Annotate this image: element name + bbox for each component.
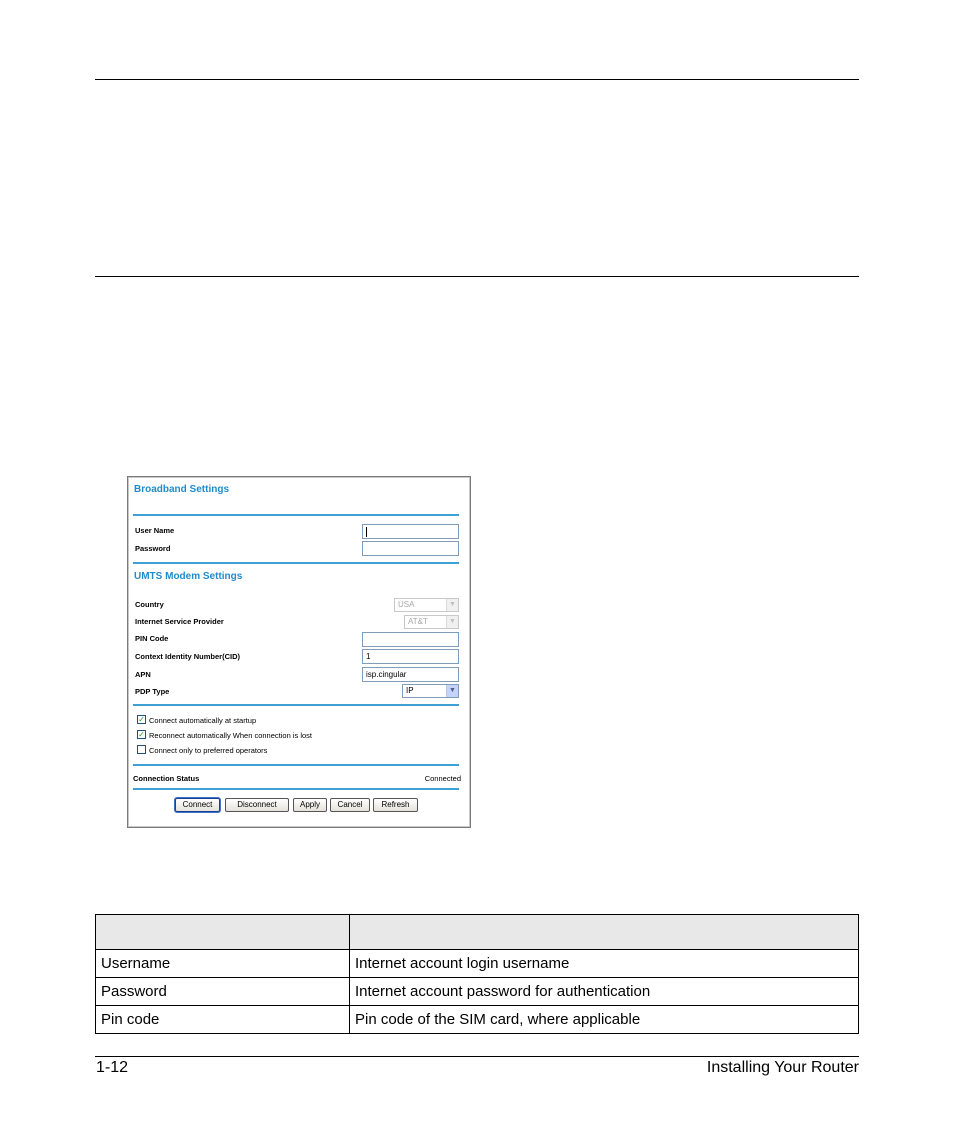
table-row <box>96 978 859 1006</box>
pdp-type-select[interactable] <box>402 684 459 698</box>
reconnect-automatically-label: Reconnect automatically When connection is lost <box>149 731 313 740</box>
separator <box>133 562 459 564</box>
disconnect-button[interactable]: Disconnect <box>225 798 289 812</box>
chevron-down-icon: ▼ <box>446 685 458 697</box>
apply-button[interactable]: Apply <box>293 798 327 812</box>
refresh-button[interactable]: Refresh <box>373 798 418 812</box>
page-number: 1-12 <box>96 1059 129 1076</box>
chapter-title: Installing Your Router <box>706 1059 859 1076</box>
top-rule <box>95 79 859 80</box>
section-rule <box>95 276 859 277</box>
table-row <box>96 1006 859 1034</box>
isp-value: AT&T <box>408 617 428 626</box>
cid-label: Context Identity Number(CID) <box>135 652 240 661</box>
separator <box>133 788 459 790</box>
table-header-cell <box>96 915 350 950</box>
broadband-settings-title: Broadband Settings <box>134 484 230 495</box>
password-input[interactable] <box>362 541 459 556</box>
connect-at-startup-label: Connect automatically at startup <box>149 716 257 725</box>
description-cell: Pin code of the SIM card, where applicable <box>350 1006 859 1034</box>
table-row <box>96 950 859 978</box>
apn-input[interactable]: isp.cingular <box>362 667 459 682</box>
separator <box>133 514 459 516</box>
cancel-button[interactable]: Cancel <box>330 798 370 812</box>
field-cell: Username <box>96 950 350 978</box>
table-header-row <box>96 915 859 950</box>
settings-description-table <box>95 914 859 1034</box>
pdp-type-value: IP <box>406 686 414 695</box>
password-label: Password <box>135 544 171 553</box>
country-select[interactable] <box>394 598 459 612</box>
cid-input[interactable]: 1 <box>362 649 459 664</box>
pdp-type-label: PDP Type <box>135 687 170 696</box>
umts-modem-settings-title: UMTS Modem Settings <box>134 571 243 582</box>
text-cursor <box>366 527 367 537</box>
separator <box>133 704 459 706</box>
isp-label: Internet Service Provider <box>135 617 224 626</box>
connect-at-startup-checkbox[interactable]: ✓ <box>138 715 145 724</box>
isp-select[interactable] <box>404 615 459 629</box>
description-cell: Internet account login username <box>350 950 859 978</box>
preferred-operators-checkbox[interactable] <box>137 745 146 754</box>
table-header-cell <box>350 915 859 950</box>
field-cell: Pin code <box>96 1006 350 1034</box>
field-cell: Password <box>96 978 350 1006</box>
connect-button[interactable]: Connect <box>175 798 220 812</box>
reconnect-automatically-checkbox[interactable]: ✓ <box>138 730 145 739</box>
chevron-down-icon: ▼ <box>446 616 458 628</box>
country-value: USA <box>398 600 415 609</box>
country-label: Country <box>135 600 164 609</box>
broadband-settings-panel <box>127 476 471 828</box>
description-cell: Internet account password for authentication <box>350 978 859 1006</box>
user-name-input[interactable] <box>362 524 459 539</box>
user-name-label: User Name <box>135 526 175 535</box>
separator <box>133 764 459 766</box>
connection-status-label: Connection Status <box>133 774 200 783</box>
footer-rule <box>95 1056 859 1057</box>
pin-code-label: PIN Code <box>135 634 169 643</box>
chevron-down-icon: ▼ <box>446 599 458 611</box>
connection-status-value: Connected <box>424 774 461 783</box>
pin-code-input[interactable] <box>362 632 459 647</box>
apn-label: APN <box>135 670 151 679</box>
preferred-operators-label: Connect only to preferred operators <box>149 746 268 755</box>
